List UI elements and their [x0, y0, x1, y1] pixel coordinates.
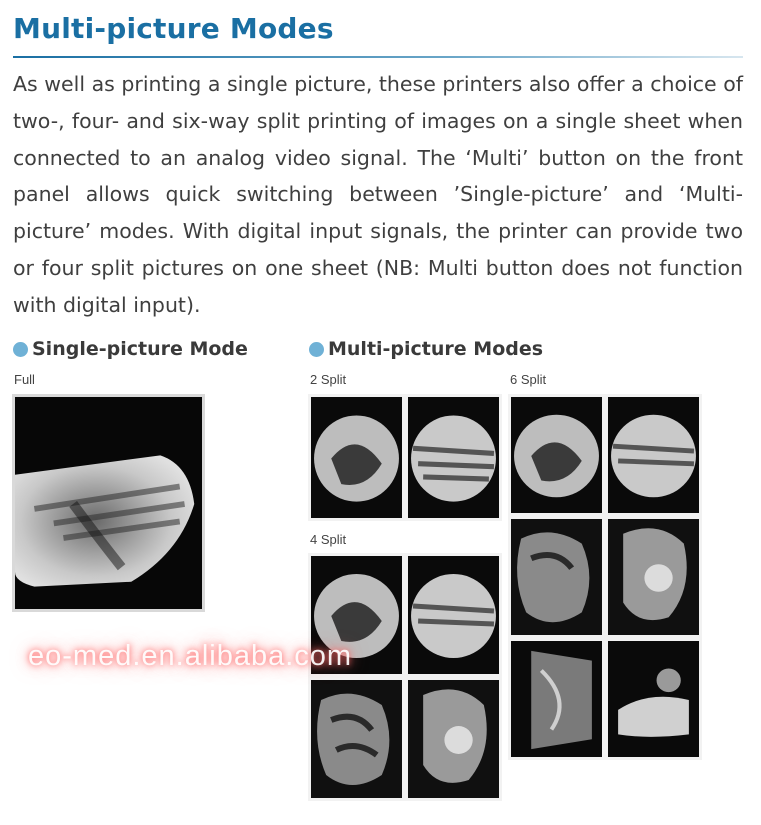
multi-picture-heading-label: Multi-picture Modes: [328, 338, 544, 360]
split2-label: 2 Split: [310, 372, 347, 387]
bullet-icon: [309, 342, 324, 357]
split6-panel: [608, 519, 699, 635]
split2-image: [308, 394, 502, 521]
single-picture-heading: [13, 338, 248, 360]
split6-image: [508, 394, 702, 760]
split4-panel: [408, 556, 499, 674]
split2-panel: [311, 397, 402, 518]
split6-panel: [511, 397, 602, 513]
split4-image: [308, 553, 502, 801]
split2-panel: [408, 397, 499, 518]
page-title: Multi-picture Modes: [13, 12, 334, 45]
multi-picture-heading: [309, 338, 543, 360]
full-xray-image: [12, 394, 205, 612]
split4-label: 4 Split: [310, 532, 347, 547]
split6-panel: [608, 397, 699, 513]
split4-panel: [408, 680, 499, 798]
split6-panel: [511, 519, 602, 635]
bullet-icon: [13, 342, 28, 357]
full-label: Full: [14, 372, 35, 387]
split6-label: 6 Split: [510, 372, 547, 387]
single-picture-heading-label: Single-picture Mode: [32, 338, 248, 360]
split6-panel: [608, 641, 699, 757]
watermark: eo-med.en.alibaba.com: [28, 640, 353, 672]
intro-paragraph: As well as printing a single picture, these printers also offer a choice of two-, four- and six-way split printing of images on a single sheet when connected to an analog video signal. The ‘Multi’ button on the front panel allows quick switching between ’Single-picture’ and ‘Multi-picture’ modes. With digital input signals, the printer can provide two or four split pictures on one sheet (NB: Multi button does not function with digital input).: [13, 72, 743, 317]
split6-panel: [511, 641, 602, 757]
split4-panel: [311, 680, 402, 798]
title-divider: [13, 56, 743, 58]
